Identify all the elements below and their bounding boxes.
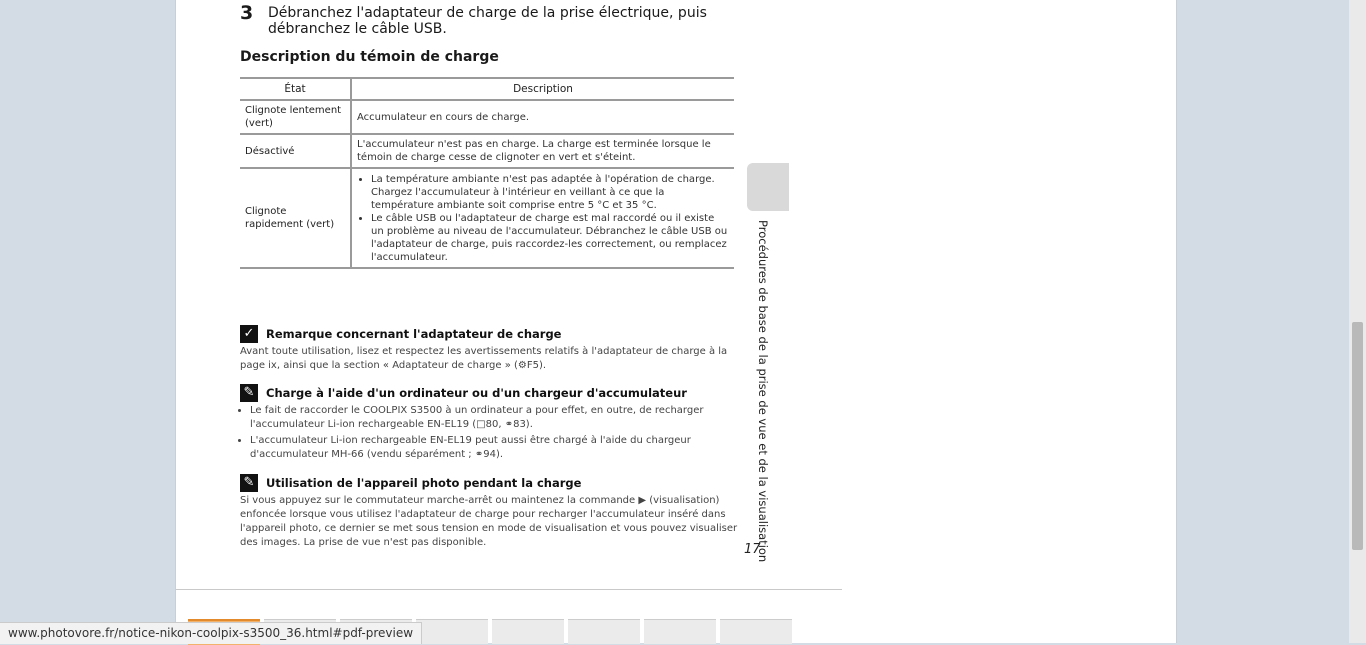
chapter-tab	[747, 163, 789, 211]
header-description: Description	[351, 78, 734, 100]
list-item: • L'accumulateur Li-ion rechargeable EN-EL19 peut aussi être chargé à l'aide du chargeur d'accumulateur MH-66 (vendu séparément ; ⚭94).	[250, 434, 740, 462]
page-thumbnail[interactable]	[644, 619, 716, 644]
table-cell-state: Désactivé	[240, 134, 351, 168]
page-thumbnail[interactable]	[416, 619, 488, 644]
note-body: Si vous appuyez sur le commutateur marche-arrêt ou maintenez la commande ▶ (visualisation) enfoncée lorsque vous utilisez l'adaptateur de charge pour recharger l'accumulateur inséré dans l'appareil photo, ce dernier se met sous tension en mode de visualisation et vous pouvez visualiser des images. La prise de vue n'est pas disponible.	[240, 495, 738, 548]
table-cell-state: Clignote lentement (vert)	[240, 100, 351, 134]
note-heading	[240, 325, 740, 343]
step-number: 3	[240, 2, 254, 24]
page-thumbnail[interactable]	[492, 619, 564, 644]
bullet-list	[357, 173, 729, 264]
step-text: Débranchez l'adaptateur de charge de la prise électrique, puis débranchez le câble USB.	[268, 5, 707, 37]
table-row	[240, 134, 734, 168]
note-title: Remarque concernant l'adaptateur de charge	[266, 327, 562, 341]
note-heading	[240, 474, 740, 492]
pencil-note-icon: ✎	[240, 384, 258, 402]
table-cell-description	[351, 168, 734, 268]
note-computer-charge	[240, 384, 740, 464]
list-item: • Le câble USB ou l'adaptateur de charge est mal raccordé ou il existe un problème au niveau de l'accumulateur. Débranchez le câble USB ou l'adaptateur de charge, puis raccordez-les correctement, ou remplacez l'accumulateur.	[371, 212, 729, 264]
charge-indicator-table	[240, 77, 734, 269]
note-usage	[240, 474, 740, 550]
status-bar-url: www.photovore.fr/notice-nikon-coolpix-s3500_36.html#pdf-preview	[0, 622, 422, 644]
page-number: 17	[744, 542, 761, 557]
pdf-page	[175, 0, 1177, 643]
note-list	[240, 404, 740, 462]
page-thumbnail[interactable]	[568, 619, 640, 644]
list-item: • La température ambiante n'est pas adaptée à l'opération de charge. Chargez l'accumulateur à l'intérieur en veillant à ce que la température ambiante soit comprise entre 5 °C et 35 °C.	[371, 173, 729, 212]
header-state: État	[240, 78, 351, 100]
table-cell-description: Accumulateur en cours de charge.	[351, 100, 734, 134]
scrollbar-thumb[interactable]	[1352, 322, 1363, 550]
table-header-row	[240, 78, 734, 100]
page-thumbnail[interactable]	[720, 619, 792, 644]
list-item: • Le fait de raccorder le COOLPIX S3500 à un ordinateur a pour effet, en outre, de recharger l'accumulateur Li-ion rechargeable EN-EL19 (□80, ⚭83).	[250, 404, 740, 432]
chapter-side-label: Procédures de base de la prise de vue et de la visualisation	[756, 220, 770, 563]
pencil-note-icon: ✎	[240, 474, 258, 492]
table-cell-state: Clignote rapidement (vert)	[240, 168, 351, 268]
note-title: Utilisation de l'appareil photo pendant la charge	[266, 476, 582, 490]
note-remark	[240, 325, 740, 373]
page-divider	[176, 589, 842, 590]
table-row	[240, 100, 734, 134]
table-cell-description: L'accumulateur n'est pas en charge. La charge est terminée lorsque le témoin de charge cesse de clignoter en vert et s'éteint.	[351, 134, 734, 168]
section-title: Description du témoin de charge	[240, 49, 499, 65]
note-body: Avant toute utilisation, lisez et respectez les avertissements relatifs à l'adaptateur de charge à la page ix, ainsi que la section « Adaptateur de charge » (⚙F5).	[240, 346, 728, 371]
note-title: Charge à l'aide d'un ordinateur ou d'un chargeur d'accumulateur	[266, 386, 687, 400]
vertical-scrollbar[interactable]	[1349, 0, 1366, 643]
note-heading	[240, 384, 740, 402]
table-row	[240, 168, 734, 268]
check-mark-icon: ✓	[240, 325, 258, 343]
